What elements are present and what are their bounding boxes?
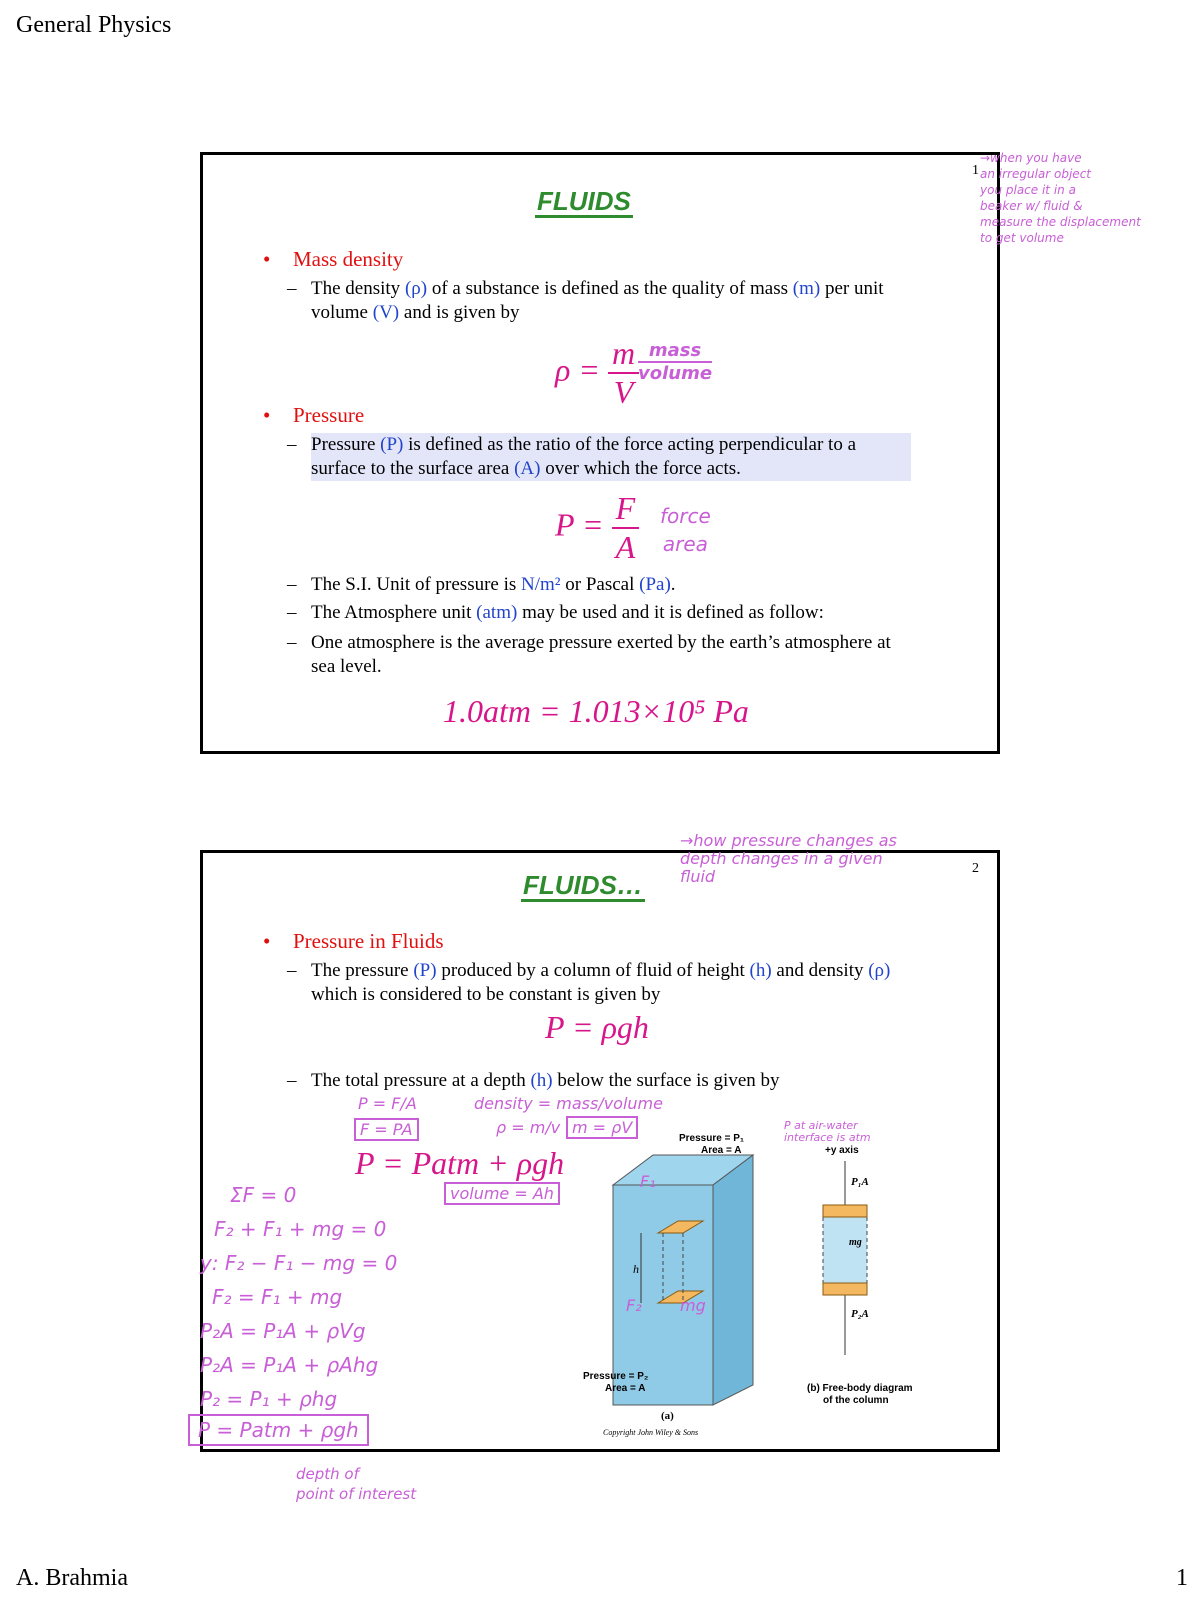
total-pressure-line: – The total pressure at a depth (h) below the surface is given by (287, 1070, 780, 1091)
note-line: depth of (296, 1465, 359, 1483)
symbol: (atm) (476, 602, 518, 623)
bullet-mass-density: • Mass density (263, 247, 404, 271)
bullet-label: Pressure (293, 403, 365, 427)
note-density-formula: density = mass/volume (474, 1094, 663, 1113)
note-air-water-interface (784, 1120, 871, 1144)
caption-b-line1: (b) Free-body diagram (807, 1383, 913, 1394)
pressure-equation (555, 490, 639, 566)
note-line: P₂ = P₁ + ρhg (200, 1387, 338, 1411)
text: per unit volume (311, 278, 884, 323)
force-bottom-label: P₂A (851, 1308, 869, 1320)
free-body-column (823, 1205, 867, 1295)
atm-definition: – One atmosphere is the average pressure exerted by the earth’s atmosphere at sea level. (287, 632, 891, 677)
total-pressure-equation: P = Patm + ρgh (355, 1145, 565, 1181)
note-line: to get volume (980, 231, 1064, 245)
slide-title: FLUIDS… (523, 870, 643, 900)
text: . (670, 574, 676, 595)
text: The S.I. Unit of pressure is (311, 574, 522, 595)
note-m-formula: m = ρV (566, 1116, 638, 1139)
note-den: volume (638, 363, 713, 384)
text: and is given by (399, 302, 520, 323)
eq-num: m (608, 335, 639, 374)
eq-den: V (613, 374, 634, 410)
text: One atmosphere is the average pressure exerted by the earth’s atmosphere at sea level. (311, 632, 891, 677)
note-line: ΣF = 0 (230, 1183, 297, 1207)
text: over which the force acts. (540, 458, 741, 479)
note-line: fluid (680, 867, 716, 886)
force-top-label: P₁A (851, 1176, 869, 1188)
text: The total pressure at a depth (311, 1070, 531, 1091)
free-body-top (823, 1205, 867, 1217)
note-f1: F₁ (640, 1172, 656, 1191)
bullet-pressure: • Pressure (263, 403, 365, 427)
bullet-label: Mass density (293, 247, 404, 271)
text: The pressure (311, 960, 414, 981)
symbol: (ρ) (404, 278, 428, 299)
note-line: interface is atm (784, 1131, 871, 1144)
note-line: F₂ + F₁ + mg = 0 (214, 1217, 387, 1241)
free-body-bottom (823, 1283, 867, 1295)
eq-den: A (615, 529, 636, 565)
page-header: General Physics (16, 12, 172, 38)
atm-equation: 1.0atm = 1.013×10⁵ Pa (443, 693, 749, 729)
figure-a-label: (a) (661, 1410, 674, 1422)
note-line: you place it in a (980, 183, 1076, 197)
area-top-label: Area = A (701, 1145, 742, 1156)
bullet-label: Pressure in Fluids (293, 929, 444, 953)
atm-unit-line: – The Atmosphere unit (atm) may be used and it is defined as follow: (287, 602, 824, 623)
symbol: (Pa) (639, 574, 671, 595)
footer-page-number: 1 (1176, 1565, 1188, 1591)
text: of a substance is defined as the quality of mass (427, 278, 793, 299)
note-f2: F₂ (626, 1296, 642, 1315)
text: which is considered to be constant is given by (311, 984, 661, 1005)
symbol: (V) (372, 302, 400, 323)
eq-num: F (612, 490, 640, 529)
note-volume-formula: volume = Ah (444, 1182, 560, 1205)
note-line: P at air-water (784, 1119, 858, 1132)
slide-title: FLUIDS (537, 186, 631, 216)
density-equation (555, 335, 639, 411)
symbol: (P) (380, 434, 404, 455)
fluid-column-figure (583, 1105, 943, 1445)
note-line: F₂ = F₁ + mg (212, 1285, 343, 1309)
note-line: P₂A = P₁A + ρAhg (200, 1353, 379, 1377)
note-den: area (662, 532, 708, 556)
text: is defined as the ratio of the force acting perpendicular to a surface to the surface area (311, 434, 857, 479)
caption-b-line2: of the column (823, 1395, 889, 1406)
symbol: (A) (514, 458, 541, 479)
bullet-pressure-in-fluids: • Pressure in Fluids (263, 929, 444, 953)
note-mass-over-volume (638, 340, 712, 384)
text: The density (311, 278, 405, 299)
slide-number: 1 (972, 163, 979, 178)
note-num: mass (638, 340, 712, 363)
note-line: point of interest (296, 1485, 417, 1503)
area-bottom-label: Area = A (605, 1383, 646, 1394)
slide-number: 2 (972, 861, 979, 876)
note-derivation (200, 1178, 397, 1416)
note-f-equals-pa: F = PA (354, 1118, 419, 1141)
y-axis-label: +y axis (825, 1145, 859, 1156)
note-final-equation: P = Patm + ρgh (188, 1414, 369, 1446)
note-line: P₂A = P₁A + ρVg (200, 1319, 366, 1343)
note-rho-formula: ρ = m/v (496, 1118, 561, 1137)
eq-lhs: P = (555, 506, 604, 543)
copyright: Copyright John Wiley & Sons (603, 1428, 699, 1437)
note-force-over-area (660, 502, 711, 558)
note-line: beaker w/ fluid & (980, 199, 1083, 213)
note-pressure-depth (680, 832, 897, 886)
symbol: (P) (413, 960, 437, 981)
slide-1 (200, 152, 1000, 754)
text: Pressure (311, 434, 381, 455)
symbol: (h) (749, 960, 772, 981)
note-num: force (660, 504, 711, 528)
note-depth-of-interest (296, 1464, 416, 1504)
pressure-definition: – Pressure (P) is defined as the ratio of the force acting perpendicular to a surface to the surface area (A) over which the force acts. (311, 433, 911, 481)
note-line: y: F₂ − F₁ − mg = 0 (200, 1251, 398, 1275)
si-unit-line: – The S.I. Unit of pressure is N/m² or Pascal (Pa). (287, 574, 676, 595)
note-line: →how pressure changes as (680, 831, 897, 850)
tank-side-face (713, 1155, 753, 1405)
text: and density (771, 960, 869, 981)
rho-g-h-equation: P = ρgh (545, 1009, 649, 1045)
note-line: →when you have (980, 151, 1082, 165)
text: or Pascal (560, 574, 640, 595)
weight-label: mg (849, 1237, 862, 1248)
symbol: (ρ) (868, 960, 891, 981)
pressure-top-label: Pressure = P₁ (679, 1133, 745, 1144)
note-p-equals-f-over-a: P = F/A (358, 1094, 417, 1113)
symbol: N/m² (521, 574, 561, 595)
text: The Atmosphere unit (311, 602, 477, 623)
note-irregular-object (980, 150, 1141, 246)
note-mg: mg (680, 1296, 706, 1315)
eq-lhs: ρ = (555, 351, 600, 388)
pressure-bottom-label: Pressure = P₂ (583, 1371, 649, 1382)
footer-author: A. Brahmia (16, 1565, 128, 1591)
text: produced by a column of fluid of height (436, 960, 750, 981)
text: below the surface is given by (552, 1070, 780, 1091)
symbol: (m) (792, 278, 821, 299)
column-pressure-definition: – The pressure (P) produced by a column of fluid of height (h) and density (ρ) which is considered to be constant is given by (287, 960, 891, 1005)
note-line: measure the displacement (980, 215, 1141, 229)
text: may be used and it is defined as follow: (517, 602, 824, 623)
note-line: an irregular object (980, 167, 1091, 181)
symbol: (h) (530, 1070, 553, 1091)
density-definition: – The density (ρ) of a substance is defined as the quality of mass (m) per unit volume (V) and is given by (287, 278, 884, 323)
h-label: h (633, 1262, 639, 1276)
note-line: depth changes in a given (680, 849, 883, 868)
